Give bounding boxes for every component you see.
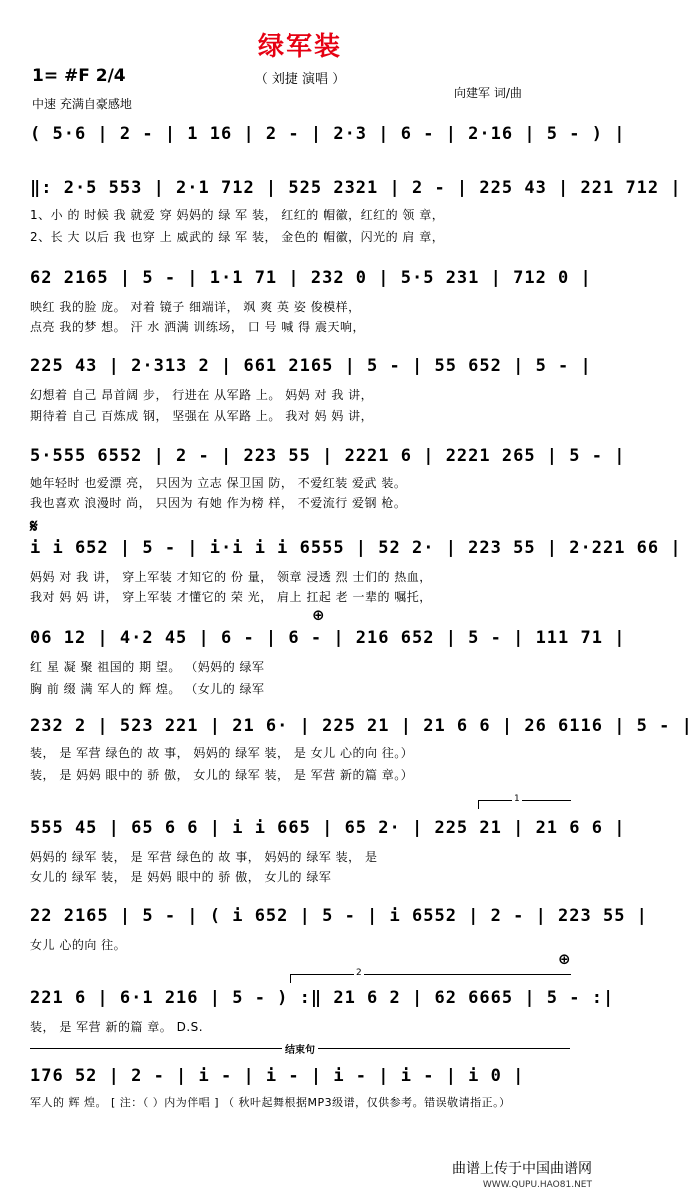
tempo-marking: 中速 充满自豪感地 [32, 97, 132, 111]
lyric-line: 点亮 我的梦 想。 汗 水 洒满 训练场， 口 号 喊 得 震天响， [30, 320, 365, 334]
ending-label [0, 1041, 600, 1056]
notation-row: 555 45 | 65 6 6 | i i 665 | 65 2· | 225 21 | 21 6 6 | [30, 818, 626, 838]
lyric-line: 女儿 心的向 往。 [30, 938, 127, 952]
lyric-line: 映红 我的脸 庞。 对着 镜子 细端详， 飒 爽 英 姿 俊模样， [30, 300, 361, 314]
page-title: 绿军装 [257, 32, 342, 62]
author-credit: 向建军 词/曲 [454, 86, 522, 100]
lyric-line: 2、长 大 以后 我 也穿 上 威武的 绿 军 装， 金色的 帽徽，闪光的 肩 章， [30, 230, 445, 244]
volta-number: 2 [356, 968, 362, 978]
lyric-line: 装， 是 军营 绿色的 故 事， 妈妈的 绿军 装， 是 女儿 心的向 往。） [30, 746, 414, 760]
lyric-line: 期待着 自己 百炼成 钢， 坚强在 从军路 上。 我对 妈 妈 讲， [30, 409, 374, 423]
notation-row: 232 2 | 523 221 | 21 6· | 225 21 | 21 6 6 | 26 6116 | 5 - | [30, 716, 693, 736]
lyric-line: 女儿的 绿军 装， 是 妈妈 眼中的 骄 傲， 女儿的 绿军 [30, 870, 332, 884]
lyric-line: 红 星 凝 聚 祖国的 期 望。 （妈妈的 绿军 [30, 660, 265, 674]
lyric-line: 我也喜欢 浪漫时 尚， 只因为 有她 作为榜 样， 不爱流行 爱钢 枪。 [30, 496, 407, 510]
notation-row: ‖: 2·5 553 | 2·1 712 | 525 2321 | 2 - | 225 43 | 221 712 | [30, 178, 682, 198]
singer-credit: （ 刘捷 演唱 ） [254, 72, 346, 87]
notation-row: ( 5·6 | 2 - | 1 16 | 2 - | 2·3 | 6 - | 2·16 | 5 - ) | [30, 124, 626, 144]
lyric-line: 妈妈 对 我 讲， 穿上军装 才知它的 份 量， 领章 浸透 烈 士们的 热血， [30, 570, 432, 584]
lyric-line: 妈妈的 绿军 装， 是 军营 绿色的 故 事， 妈妈的 绿军 装， 是 [30, 850, 378, 864]
key-signature: 1= #F 2/4 [32, 66, 126, 86]
coda-mark: ⊕ [312, 606, 325, 624]
notation-row: 62 2165 | 5 - | 1·1 71 | 232 0 | 5·5 231 | 712 0 | [30, 268, 592, 288]
volta-bracket [290, 974, 571, 983]
lyric-line: 1、小 的 时候 我 就爱 穿 妈妈的 绿 军 装， 红红的 帽徽，红红的 领 章， [30, 208, 445, 222]
lyric-line: 我对 妈 妈 讲， 穿上军装 才懂它的 荣 光， 肩上 扛起 老 一辈的 嘱托， [30, 590, 432, 604]
notation-row: 22 2165 | 5 - | ( i 652 | 5 - | i 6552 | 2 - | 223 55 | [30, 906, 648, 926]
lyric-line: 装， 是 妈妈 眼中的 骄 傲， 女儿的 绿军 装， 是 军营 新的篇 章。） [30, 768, 414, 782]
lyric-line: 装， 是 军营 新的篇 章。 D.S. [30, 1020, 204, 1034]
lyric-line: 胸 前 缀 满 军人的 辉 煌。 （女儿的 绿军 [30, 682, 265, 696]
site-footer: 曲谱上传于中国曲谱网 [452, 1161, 592, 1177]
notation-row: 225 43 | 2·313 2 | 661 2165 | 5 - | 55 652 | 5 - | [30, 356, 592, 376]
lyric-line: 军人的 辉 煌。 [ 注：（ ）内为伴唱 ] （ 秋叶起舞根据MP3级谱，仅供参考。错误敬请指正。） [30, 1096, 511, 1109]
notation-row: 5·555 6552 | 2 - | 223 55 | 2221 6 | 2221 265 | 5 - | [30, 446, 626, 466]
ending-label-text: 结束句 [282, 1045, 318, 1056]
lyric-line: 幻想着 自己 昂首阔 步， 行进在 从军路 上。 妈妈 对 我 讲， [30, 388, 374, 402]
volta-bracket [478, 800, 571, 809]
notation-row: i i 652 | 5 - | i·i i i 6555 | 52 2· | 223 55 | 2·221 66 | [30, 538, 682, 558]
lyric-line: 她年轻时 也爱漂 亮， 只因为 立志 保卫国 防， 不爱红装 爱武 装。 [30, 476, 407, 490]
volta-number: 1 [514, 794, 520, 804]
coda-mark: ⊕ [558, 950, 571, 968]
segno-mark: 𝄋 [30, 516, 38, 537]
notation-row: 06 12 | 4·2 45 | 6 - | 6 - | 216 652 | 5 - | 111 71 | [30, 628, 626, 648]
site-url: WWW.QUPU.HAO81.NET [482, 1180, 592, 1190]
notation-row: 221 6 | 6·1 216 | 5 - ) :‖ 21 6 2 | 62 6665 | 5 - :| [30, 988, 615, 1008]
notation-row: 176 52 | 2 - | i - | i - | i - | i - | i 0 | [30, 1066, 525, 1086]
